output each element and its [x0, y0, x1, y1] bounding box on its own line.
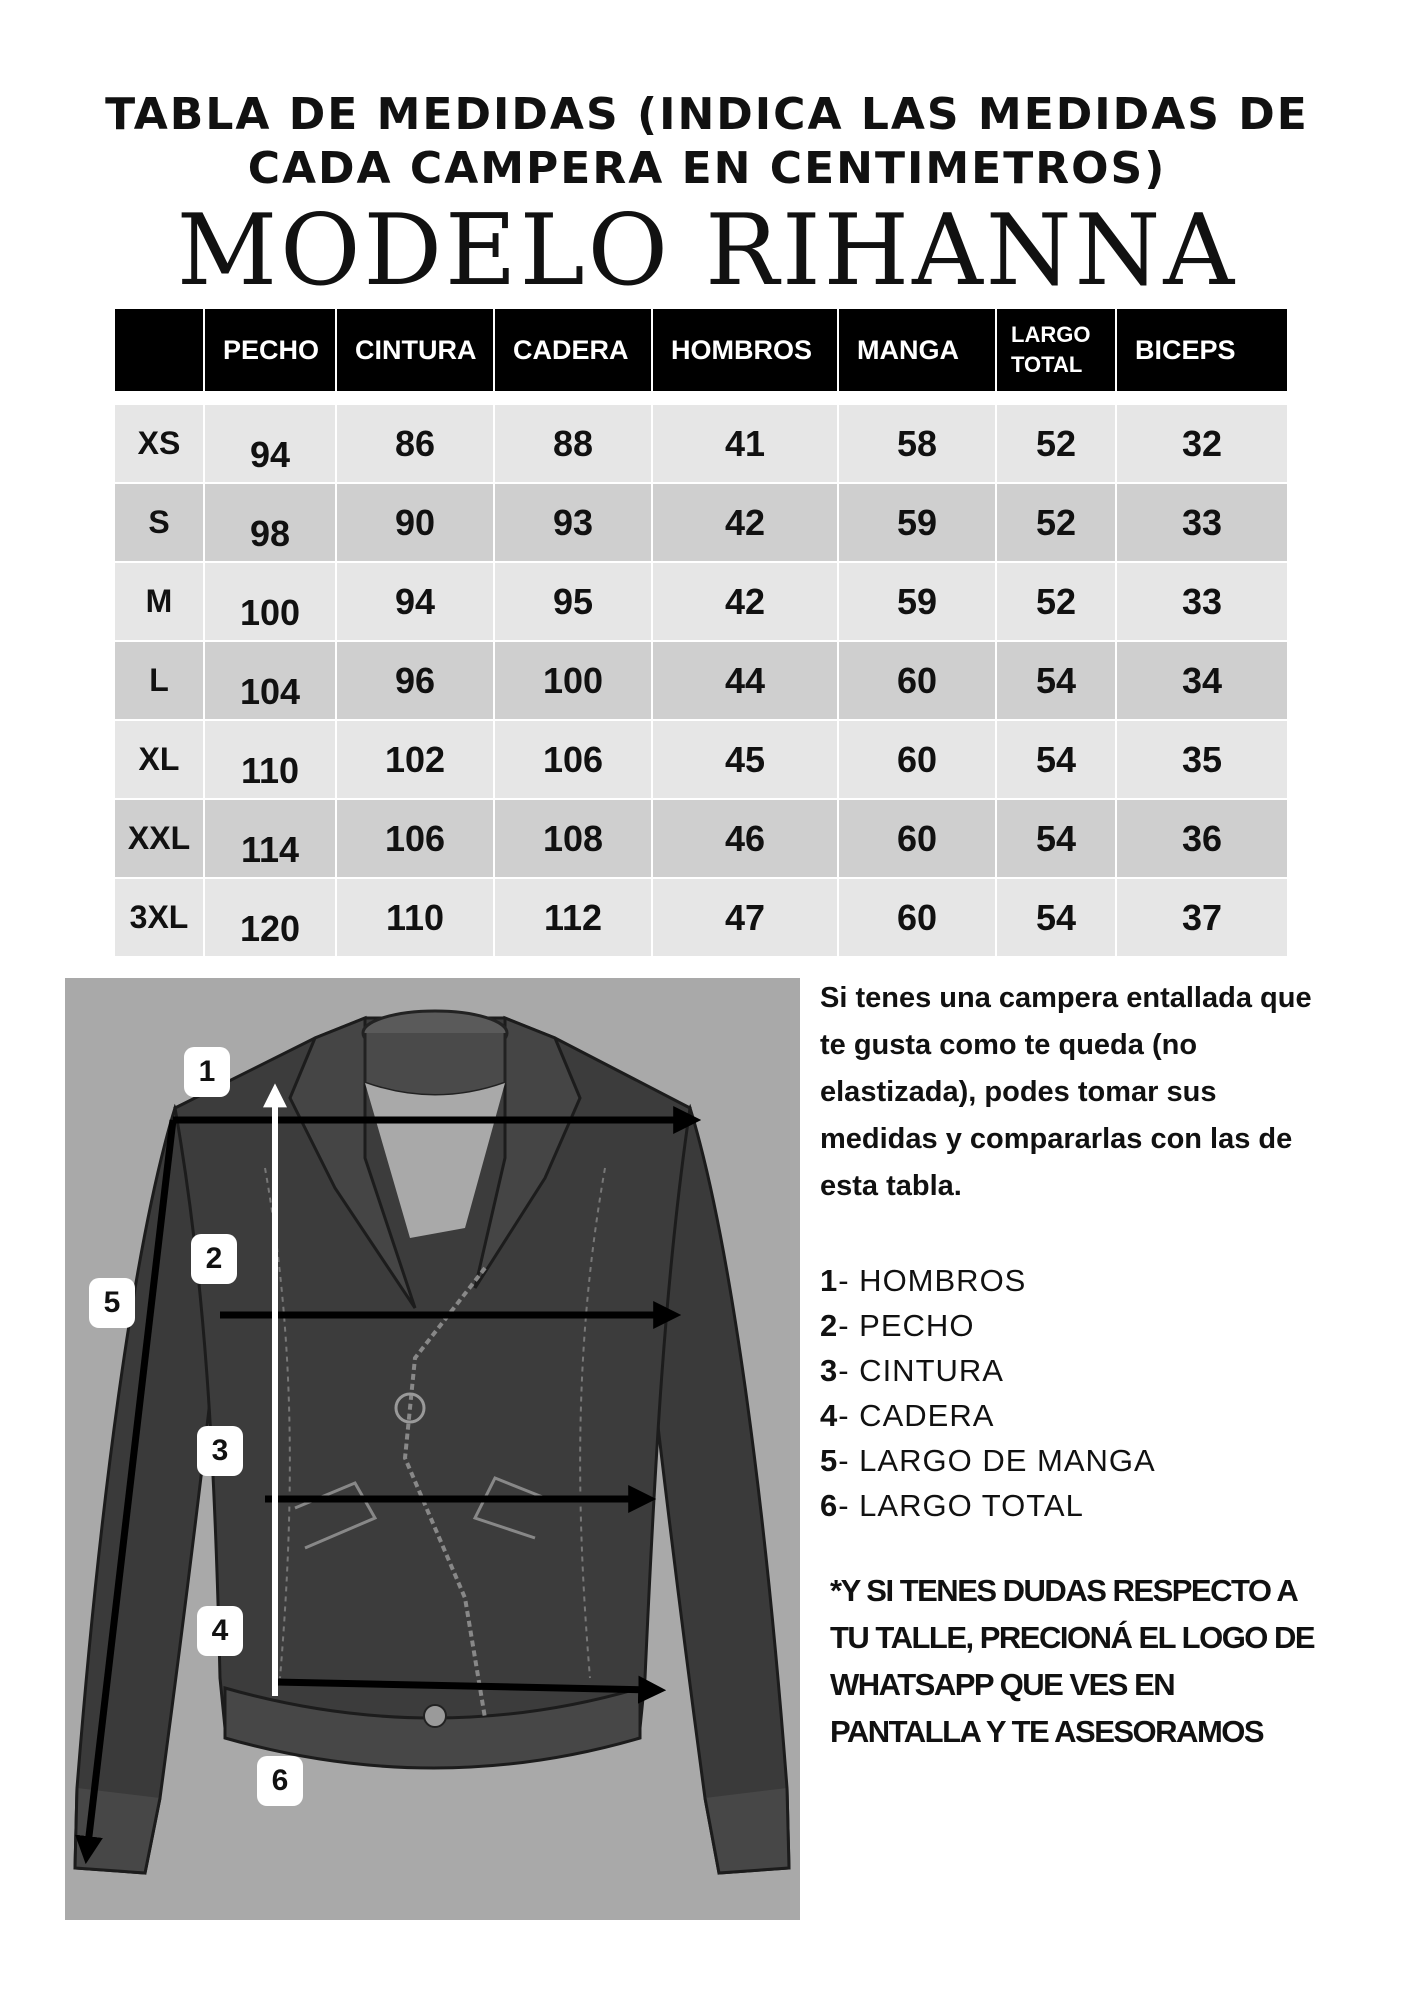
legend-label: - CINTURA [838, 1353, 1004, 1388]
legend-number: 6 [820, 1488, 839, 1523]
table-cell: 106 [337, 798, 493, 877]
table-cell: 98 [205, 482, 335, 561]
table-cell: 46 [653, 798, 837, 877]
table-cell: 52 [997, 403, 1115, 482]
legend-number: 5 [820, 1443, 839, 1478]
size-label: S [115, 482, 203, 561]
size-label: XL [115, 719, 203, 798]
table-cell: 54 [997, 719, 1115, 798]
table-row [115, 798, 1287, 877]
table-cell: 106 [495, 719, 651, 798]
table-cell: 114 [205, 798, 335, 877]
table-cell: 93 [495, 482, 651, 561]
table-cell: 35 [1117, 719, 1287, 798]
table-cell: 88 [495, 403, 651, 482]
header-largo-line2: TOTAL [1011, 352, 1083, 377]
header-largo-line1: LARGO [1011, 322, 1091, 347]
table-cell: 86 [337, 403, 493, 482]
legend-label: - CADERA [838, 1398, 995, 1433]
table-cell: 104 [205, 640, 335, 719]
table-cell: 96 [337, 640, 493, 719]
table-cell: 34 [1117, 640, 1287, 719]
legend-label: - LARGO DE MANGA [838, 1443, 1156, 1478]
table-cell: 47 [653, 877, 837, 956]
whatsapp-help-note: *Y SI TENES DUDAS RESPECTO A TU TALLE, PRECIONÁ EL LOGO DE WHATSAPP QUE VES EN PANTALLA Y TE ASESORAMOS [830, 1573, 1315, 1749]
marker-4: 4 [197, 1606, 243, 1656]
legend-item [820, 1483, 1340, 1528]
table-cell: 110 [205, 719, 335, 798]
table-cell: 90 [337, 482, 493, 561]
page-title [0, 88, 1414, 196]
legend-number: 1 [820, 1263, 839, 1298]
table-spacer [115, 391, 1287, 403]
table-cell: 37 [1117, 877, 1287, 956]
table-cell: 100 [495, 640, 651, 719]
header-cadera: CADERA [495, 309, 651, 391]
table-cell: 60 [839, 798, 995, 877]
table-cell: 54 [997, 640, 1115, 719]
header-biceps: BICEPS [1117, 309, 1287, 391]
legend-item [820, 1258, 1340, 1303]
marker-3: 3 [197, 1426, 243, 1476]
table-cell: 94 [205, 403, 335, 482]
size-label: XXL [115, 798, 203, 877]
header-cintura: CINTURA [337, 309, 493, 391]
table-cell: 58 [839, 403, 995, 482]
table-cell: 33 [1117, 561, 1287, 640]
table-cell: 108 [495, 798, 651, 877]
jacket-illustration [65, 978, 800, 1920]
size-label: L [115, 640, 203, 719]
title-line-2: CADA CAMPERA EN CENTIMETROS) [247, 143, 1167, 194]
table-cell: 120 [205, 877, 335, 956]
marker-2: 2 [191, 1234, 237, 1284]
marker-1: 1 [184, 1047, 230, 1097]
table-row [115, 640, 1287, 719]
model-name: MODELO RIHANNA [176, 194, 1238, 308]
table-cell: 60 [839, 719, 995, 798]
table-cell: 95 [495, 561, 651, 640]
table-cell: 44 [653, 640, 837, 719]
marker-6: 6 [257, 1756, 303, 1806]
table-cell: 60 [839, 640, 995, 719]
size-label: M [115, 561, 203, 640]
size-label: 3XL [115, 877, 203, 956]
measuring-instructions: Si tenes una campera entallada que te gusta como te queda (no elastizada), podes tomar sus medidas y compararlas con las de esta tabla. [820, 982, 1312, 1202]
legend-label: - LARGO TOTAL [838, 1488, 1084, 1523]
legend-label: - PECHO [838, 1308, 975, 1343]
table-cell: 59 [839, 561, 995, 640]
table-cell: 52 [997, 482, 1115, 561]
legend-label: - HOMBROS [838, 1263, 1027, 1298]
table-cell: 94 [337, 561, 493, 640]
legend-number: 4 [820, 1398, 839, 1433]
legend-item [820, 1438, 1340, 1483]
header-size [115, 309, 203, 391]
table-cell: 42 [653, 482, 837, 561]
table-cell: 59 [839, 482, 995, 561]
table-row [115, 482, 1287, 561]
legend-item [820, 1393, 1340, 1438]
table-row [115, 719, 1287, 798]
jacket-drawing [65, 978, 800, 1920]
table-cell: 102 [337, 719, 493, 798]
table-cell: 54 [997, 877, 1115, 956]
header-largo-total [997, 309, 1115, 391]
size-table [113, 309, 1289, 956]
table-cell: 33 [1117, 482, 1287, 561]
table-cell: 100 [205, 561, 335, 640]
size-label: XS [115, 403, 203, 482]
legend-number: 3 [820, 1353, 839, 1388]
table-cell: 42 [653, 561, 837, 640]
header-hombros: HOMBROS [653, 309, 837, 391]
legend-number: 2 [820, 1308, 839, 1343]
table-header-row [115, 309, 1287, 391]
header-pecho: PECHO [205, 309, 335, 391]
table-cell: 36 [1117, 798, 1287, 877]
table-cell: 60 [839, 877, 995, 956]
table-cell: 52 [997, 561, 1115, 640]
table-cell: 110 [337, 877, 493, 956]
table-row [115, 403, 1287, 482]
marker-5: 5 [89, 1278, 135, 1328]
title-line-1: TABLA DE MEDIDAS (INDICA LAS MEDIDAS DE [105, 89, 1309, 140]
table-cell: 32 [1117, 403, 1287, 482]
legend-item [820, 1348, 1340, 1393]
table-cell: 54 [997, 798, 1115, 877]
table-cell: 45 [653, 719, 837, 798]
header-manga: MANGA [839, 309, 995, 391]
table-cell: 112 [495, 877, 651, 956]
table-cell: 41 [653, 403, 837, 482]
table-row [115, 877, 1287, 956]
measurement-legend [820, 1258, 1340, 1528]
legend-item [820, 1303, 1340, 1348]
table-row [115, 561, 1287, 640]
